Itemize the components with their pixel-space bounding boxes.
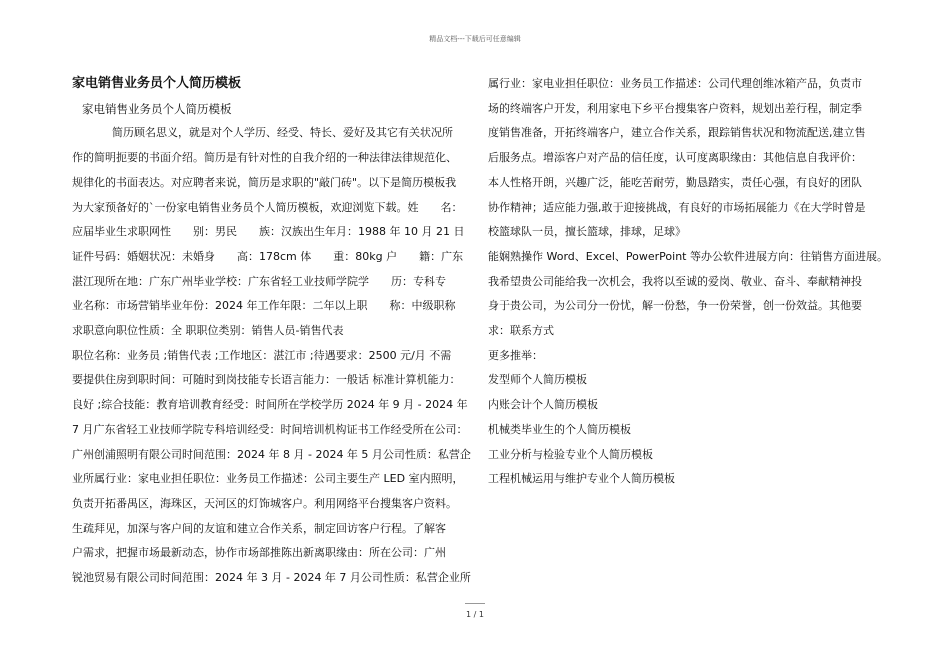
body-line: 校篮球队一员，擅长篮球，排球，足球》	[488, 225, 686, 239]
body-line: 生疏拜见，加深与客户间的友谊和建立合作关系，制定回访客户行程。了解客	[72, 521, 446, 535]
body-line: 场的终端客户开发，利用家电下乡平台搜集客户资料，规划出差行程，制定季	[488, 101, 862, 115]
body-line: 后服务点。增添客户对产品的信任度，认可度离职缘由：其他信息自我评价：	[488, 151, 862, 165]
body-line: 职位名称：业务员 ;销售代表 ;工作地区：湛江市 ;待遇要求：2500 元/月 不需	[72, 348, 452, 362]
body-line: 简历顾名思义，就是对个人学历、经受、特长、爱好及其它有关状况所	[112, 126, 453, 140]
header-note: 精品文档---下载后可任意编辑	[429, 35, 521, 43]
body-line: 度销售准备，开拓终端客户，建立合作关系，跟踪销售状况和物流配送,建立售	[488, 126, 866, 140]
body-line: 身于贵公司，为公司分一份忧，解一份愁，争一份荣誉，创一份效益。其他要	[488, 299, 862, 313]
more-recommendations-heading: 更多推举：	[488, 348, 543, 362]
body-line: 要提供住房到职时间：可随时到岗技能专长语言能力：一般话 标准计算机能力：	[72, 373, 461, 387]
body-line: 规律化的书面表达。对应聘者来说，简历是求职的"敲门砖"。以下是简历模板我	[72, 175, 457, 189]
body-line: 锐池贸易有限公司时间范围：2024 年 3 月 - 2024 年 7 月公司性质：私营企业所	[72, 571, 471, 585]
left-column	[72, 72, 472, 591]
body-line: 业所属行业：家电业担任职位：业务员工作描述：公司主要生产 LED 室内照明，	[72, 472, 464, 486]
footer-divider	[465, 603, 485, 604]
body-line: 属行业：家电业担任职位：业务员工作描述：公司代理创维冰箱产品，负责市	[488, 77, 862, 90]
document-subtitle: 家电销售业务员个人简历模板	[82, 101, 232, 116]
body-line: 7 月广东省轻工业技师学院专科培训经受：时间培训机构证书工作经受所在公司：	[72, 422, 468, 436]
body-line: 为大家预备好的`一份家电销售业务员个人简历模板，欢迎浏览下载。姓 名：	[72, 200, 463, 214]
body-line: 能娴熟操作 Word、Excel、PowerPoint 等办公软件进展方向：往销售方面进展。	[488, 249, 888, 263]
body-line: 应届毕业生求职网性 别：男民 族：汉族出生年月：1988 年 10 月 21 日	[72, 225, 465, 239]
body-line: 良好 ;综合技能：教育培训教育经受：时间所在学校学历 2024 年 9 月 - 2024 年	[72, 398, 468, 412]
body-line: 证件号码：婚姻状况：未婚身 高：178cm 体 重：80kg 户 籍：广东	[72, 249, 464, 263]
recommendation-link[interactable]: 机械类毕业生的个人简历模板	[488, 422, 631, 436]
body-line: 我希望贵公司能给我一次机会，我将以至诚的爱岗、敬业、奋斗、奉献精神投	[488, 274, 862, 288]
document-title: 家电销售业务员个人简历模板	[72, 76, 242, 91]
recommendation-link[interactable]: 工程机械运用与维护专业个人简历模板	[488, 472, 675, 486]
body-line: 求职意向职位性质：全 职职位类别：销售人员-销售代表	[72, 324, 344, 338]
recommendation-link[interactable]: 内账会计个人简历模板	[488, 398, 598, 412]
body-line: 本人性格开朗，兴趣广泛，能吃苦耐劳，勤恳踏实，责任心强，有良好的团队	[488, 175, 862, 189]
body-line: 户需求，把握市场最新动态，协作市场部推陈出新离职缘由：所在公司：广州	[72, 546, 446, 560]
body-line: 业名称：市场营销毕业年份：2024 年工作年限：二年以上职 称：中级职称	[72, 299, 456, 313]
body-line: 广州创浦照明有限公司时间范围：2024 年 8 月 - 2024 年 5 月公司性质：私营企	[72, 447, 471, 461]
body-line: 负责开拓番禺区，海珠区，天河区的灯饰城客户。利用网络平台搜集客户资料。	[72, 496, 457, 510]
right-column	[488, 72, 888, 492]
page-indicator: 1 / 1	[466, 610, 484, 619]
body-line: 湛江现所在地：广东广州毕业学校：广东省轻工业技师学院学 历：专科专	[72, 274, 446, 288]
body-line: 求：联系方式	[488, 324, 554, 338]
body-line: 协作精神；适应能力强,敢于迎接挑战，有良好的市场拓展能力《在大学时曾是	[488, 200, 866, 214]
recommendation-link[interactable]: 工业分析与检验专业个人简历模板	[488, 447, 653, 461]
body-line: 作的简明扼要的书面介绍。简历是有针对性的自我介绍的一种法律法律规范化、	[72, 151, 457, 165]
recommendation-link[interactable]: 发型师个人简历模板	[488, 373, 587, 387]
